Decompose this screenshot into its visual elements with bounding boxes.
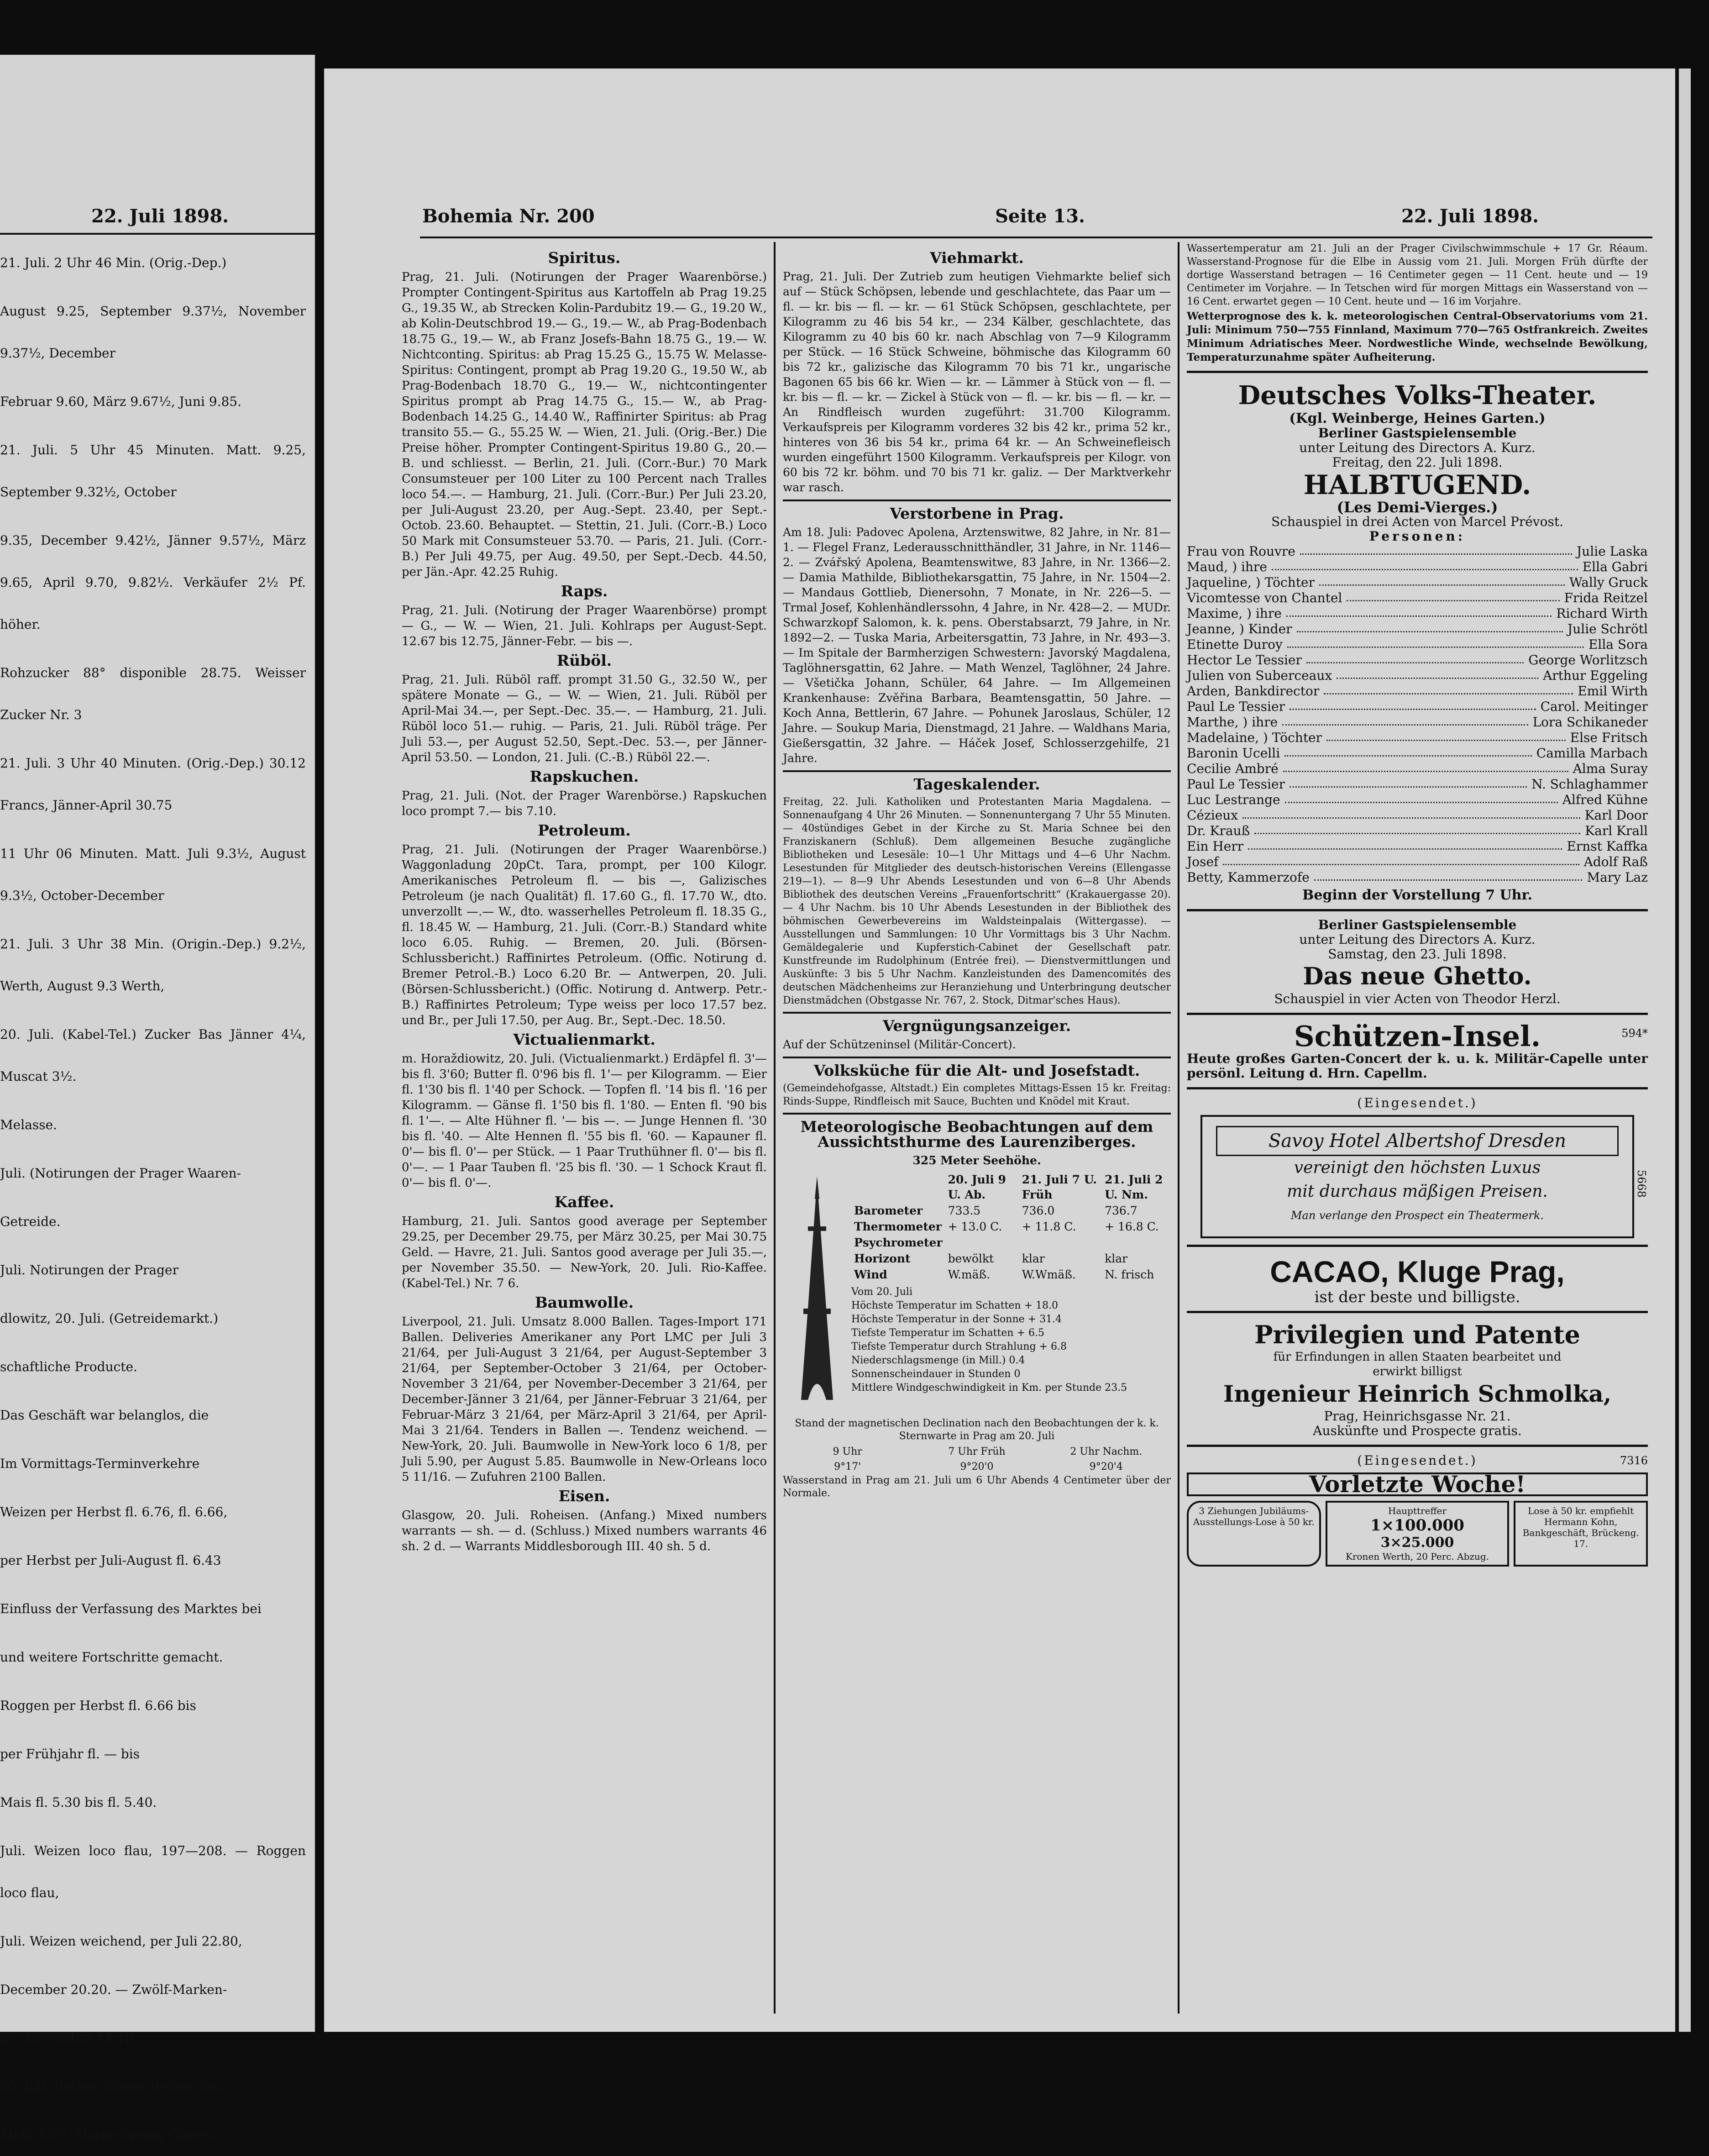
market-section-title: Petroleum. <box>538 821 631 839</box>
meteorology-cell: + 11.8 C. <box>1022 1220 1076 1233</box>
declination-value: 9°20'4 <box>1089 1461 1123 1472</box>
section-rule <box>783 1113 1171 1115</box>
cast-row <box>1187 823 1648 839</box>
market-section-title: Eisen. <box>558 1487 610 1505</box>
cast-leader-dots <box>1286 606 1552 617</box>
lottery-main-note: Kronen Werth, 20 Perc. Abzug. <box>1346 1551 1489 1562</box>
play2-title: Das neue Ghetto. <box>1303 962 1532 990</box>
left-page-line: Mehl 3.55 (Marke Spring Clares). <box>0 2127 220 2142</box>
cast-actor: Ernst Kaffka <box>1567 839 1648 854</box>
meteorology-cell <box>1102 1235 1171 1251</box>
meteorology-cell: 736.0 <box>1022 1204 1055 1217</box>
verstorbene-title: Verstorbene in Prag. <box>890 505 1064 522</box>
meteorology-cell: bewölkt <box>948 1252 994 1265</box>
cast-leader-dots <box>1284 746 1532 757</box>
meteorology-cell: Thermometer <box>854 1220 942 1233</box>
ad-rule <box>1187 1245 1648 1247</box>
lottery-ad <box>1187 1501 1648 1567</box>
advertisement-column <box>1187 242 1648 2014</box>
verstorbene-text: Am 18. Juli: Padovec Apolena, Arztenswitwe, 82 Jahre, in Nr. 81—1. — Flegel Franz, Lederausschnitthändler, 31 Jahre, in Nr. 1146—2. — Zvářský Apolena, Beamtenswitwe, 83 Jahre, in Nr. 1366—2. — Damia Mathilde, Bibliothekarsgattin, 75 Jahre, in Nr. 1504—2. — Mandaus Gottlieb, Dienersohn, 7 Monate, in Nr. 226—5. — Trmal Josef, Kohlenhändlerssohn, 4 Jahre, in Nr. 428—2. — MUDr. Schwarzkopf Salomon, k. k. pens. Oberstabsarzt, 79 Jahre, in Nr. 1892—2. — Tuska Maria, Arbeitersgattin, 73 Jahre, in Nr. 493—3. — Im Spitale der Barmherzigen Schwestern: Javorský Magdalena, Taglöhnersgattin, 62 Jahre. — Math Wenzel, Taglöhner, 24 Jahre. — Všetička Johann, Schüler, 64 Jahre. — Im Allgemeinen Krankenhause: Zvěřina Barbara, Beamtensgattin, 50 Jahre. — Koch Anna, Bettlerin, 67 Jahre. — Pohunek Jaroslaus, Schüler, 12 Jahre. — Soukup Maria, Dienstmagd, 21 Jahre. — Waldhans Maria, Gießersgattin, 32 Jahre. — Háček Josef, Schlosserzgehilfe, 21 Jahre. <box>783 526 1171 765</box>
meteorology-header-cell: 21. Juli 2 U. Nm. <box>1105 1173 1163 1201</box>
cast-role: Betty, Kammerzofe <box>1187 870 1310 885</box>
declination-values <box>783 1444 1171 1474</box>
section-rule <box>783 500 1171 501</box>
section-rule <box>783 1057 1171 1058</box>
cast-row <box>1187 544 1648 559</box>
cast-row <box>1187 715 1648 730</box>
ad-rule <box>1187 1311 1648 1313</box>
meteorology-row <box>851 1235 1171 1251</box>
meteorology-row <box>851 1251 1171 1267</box>
left-page-line: Einfluss der Verfassung des Marktes bei <box>0 1601 262 1616</box>
savoy-ad-number: 5668 <box>1635 1170 1648 1198</box>
left-page-line: 21. Juli. 3 Uhr 38 Min. (Origin.-Dep.) 9.2½, Werth, August 9.3 Werth, <box>0 936 306 994</box>
left-page-line: Melasse. <box>0 1117 58 1132</box>
meteorology-cell: Horizont <box>854 1252 911 1265</box>
cast-leader-dots <box>1319 575 1565 586</box>
cast-role: Baronin Ucelli <box>1187 746 1280 761</box>
play-author: Schauspiel in drei Acten von Marcel Prévost. <box>1271 514 1564 529</box>
cast-actor: Alma Suray <box>1573 761 1648 776</box>
cast-leader-dots <box>1347 590 1559 601</box>
tageskalender-title: Tageskalender. <box>913 775 1040 793</box>
cast-actor: Richard Wirth <box>1556 606 1648 621</box>
meteorology-cell: W.mäß. <box>948 1268 991 1281</box>
cast-role: Maud, ) ihre <box>1187 559 1267 574</box>
cast-role: Frau von Rouvre <box>1187 544 1295 559</box>
cast-actor: Ella Gabri <box>1582 559 1648 574</box>
cast-leader-dots <box>1248 839 1562 850</box>
lottery-ad-number: 7316 <box>1620 1454 1648 1467</box>
viehmarkt-title: Viehmarkt. <box>930 249 1024 267</box>
cast-leader-dots <box>1337 668 1538 679</box>
header-date: 22. Juli 1898. <box>1401 205 1539 227</box>
cast-role: Paul Le Tessier <box>1187 699 1285 714</box>
left-page-line: 20. Juli. Rother Winter-Weizen loco <box>0 2079 227 2094</box>
meteorology-extra-line: Höchste Temperatur in der Sonne + 31.4 <box>851 1314 1062 1325</box>
viehmarkt-text: Prag, 21. Juli. Der Zutrieb zum heutigen Viehmarkte belief sich auf — Stück Schöpsen, lebende und geschlachtete, das Paar um — fl. — kr. bis — fl. — kr. — 61 Stück Schöpsen, geschlachtete, per Kilogramm zu 46 bis 54 kr., — 234 Kälber, geschlachtete, das Kilogramm zu 40 bis 60 kr. nach Abschlag von 7—9 Kilogramm per Stück. — 16 Stück Schweine, böhmische das Kilogramm 60 bis 72 kr., galizische das Kilogramm 70 bis 71 kr., ungarische Bagonen 65 bis 66 kr. Wien — kr. — Lämmer à Stück von — fl. — kr. bis — fl. — kr. — Zickel à Stück von — fl. — kr. bis — fl. — kr. — An Rindfleisch wurden zugeführt: 31.700 Kilogramm. Verkaufspreis per Kilogramm vorderes 32 bis 42 kr., prima 52 kr., hinteres von 36 bis 54 kr., prima 64 kr. — An Schweinefleisch wurden eingeführt 1500 Kilogramm. Verkaufspreis per Kilogr. von 60 bis 72 kr. böhm. und 70 bis 71 kr. galiz. — Der Marktverkehr war rasch. <box>783 270 1171 494</box>
page-edge <box>1679 68 1691 2032</box>
declination-value: 7 Uhr Früh <box>948 1446 1006 1457</box>
middle-column <box>783 247 1171 2018</box>
cast-actor: Mary Laz <box>1587 870 1648 885</box>
cast-role: Etinette Duroy <box>1187 637 1283 652</box>
market-section-title: Rüböl. <box>556 652 612 669</box>
meteorology-row <box>851 1219 1171 1235</box>
left-page-line: 9.35, December 9.42½, Jänner 9.57½, März 9.65, April 9.70, 9.82½. Verkäufer 2½ Pf. höher. <box>0 533 306 632</box>
market-section-text: Prag, 21. Juli. (Notirungen der Prager Waarenbörse.) Prompter Contingent-Spiritus aus Kartoffeln ab Prag 19.25 G., 19.35 W., ab Strecken Kolin-Pardubitz 19.— G., 19.20 W., ab Kolin-Deutschbrod 19.— G., 19.— W., ab Prag-Bodenbach 18.75 G., 19.— W., ab Franz Josefs-Bahn 18.75 G., 19.— W. Nichtconting. Spiritus: ab Prag 15.25 G., 15.75 W. Melasse-Spiritus: Contingent, prompt ab Prag 19.20 G., 19.50 W., ab Prag-Bodenbach 18.70 G., 19.— W., nichtcontingenter Spiritus prompt ab Prag 14.75 G., 15.— W., ab Prag-Bodenbach 14.25 G., 14.40 W., Raffinirter Spiritus: ab Prag transito 55.— G., 55.25 W. — Wien, 21. Juli. (Orig.-Ber.) Die Preise höher. Prompter Contingent-Spiritus 19.80 G., 20.— B. und schliesst. — Berlin, 21. Juli. (Corr.-Bur.) 70 Mark Consumsteuer per 100 Liter zu 100 Percent nach Tralles loco 54.—. — Hamburg, 21. Juli. (Corr.-Bur.) Per Juli 23.20, per Juli-August 23.20, per Aug.-Sept. 23.40, per Sept.-Octob. 23.60. Behauptet. — Stettin, 21. Juli. (Corr.-B.) Loco 50 Mark mit Consumsteuer 53.70. — Paris, 21. Juli. (Corr.-B.) Per Juli 49.75, per Aug. 49.50, per Sept.-Decb. 44.50, per Jän.-Apr. 42.25 Ruhig. <box>402 270 767 579</box>
left-page-line: Februar 9.60, März 9.67½, Juni 9.85. <box>0 394 242 409</box>
cast-leader-dots <box>1283 761 1568 772</box>
cast-row <box>1187 699 1648 715</box>
schuetzen-insel-title: Schützen-Insel. <box>1294 1020 1541 1053</box>
cast-actor: Karl Krall <box>1585 823 1648 838</box>
left-page-line: 21. Juli. 2 Uhr 46 Min. (Orig.-Dep.) <box>0 255 227 270</box>
left-page-line: December 20.20. — Zwölf-Marken- <box>0 1982 227 1997</box>
meteorology-cell: 736.7 <box>1105 1204 1138 1217</box>
wasser-temperatur-text: Wassertemperatur am 21. Juli an der Prager Civilschwimmschule + 17 Gr. Réaum. Wasserstand-Prognose für die Elbe in Aussig vom 21. Juli. Morgen Früh dürfte der dortige Wasserstand betragen — 16 Centimeter gegen — 11 Cent. heute und — 19 Centimeter im Vorjahre. — In Tetschen wird für morgen Mittags ein Wasserstand von — 16 Cent. erwartet gegen — 10 Cent. heute und — 16 im Vorjahre. <box>1187 243 1648 307</box>
left-page-line: August 9.25, September 9.37½, November 9.37½, December <box>0 304 306 361</box>
cast-row <box>1187 652 1648 668</box>
meteorology-extra-line: Tiefste Temperatur im Schatten + 6.5 <box>851 1327 1044 1339</box>
market-section-title: Rapskuchen. <box>529 768 639 785</box>
cast-actor: Julie Laska <box>1577 544 1648 559</box>
lottery-main-prize: 1×100.000 <box>1370 1516 1464 1535</box>
cast-actor: Frida Reitzel <box>1564 590 1648 605</box>
meteorology-cell: Wind <box>854 1268 887 1281</box>
left-page-line: Getreide. <box>0 1214 61 1229</box>
left-page-line: 21. Juli. 5 Uhr 45 Minuten. Matt. 9.25, September 9.32½, October <box>0 442 306 500</box>
cast-leader-dots <box>1285 792 1558 803</box>
lottery-main-box <box>1326 1501 1510 1567</box>
cast-row <box>1187 606 1648 621</box>
cast-actor: George Worlitzsch <box>1528 652 1648 668</box>
meteorology-header-cell: 20. Juli 9 U. Ab. <box>948 1173 1006 1201</box>
cacao-title: CACAO, Kluge Prag, <box>1270 1255 1565 1288</box>
cast-role: Marthe, ) ihre <box>1187 715 1278 730</box>
cast-row <box>1187 684 1648 699</box>
cast-list <box>1187 544 1648 885</box>
cast-leader-dots <box>1272 559 1578 570</box>
savoy-line-2: vereinigt den höchsten Luxus <box>1294 1158 1541 1177</box>
header-rule <box>420 237 1652 238</box>
patente-text-3: Auskünfte und Prospecte gratis. <box>1313 1423 1522 1438</box>
savoy-line-3: mit durchaus mäßigen Preisen. <box>1287 1182 1548 1201</box>
play-title: HALBTUGEND. <box>1303 469 1531 500</box>
cast-actor: Camilla Marbach <box>1536 746 1648 761</box>
meteorology-cell: klar <box>1022 1252 1045 1265</box>
performance-start: Beginn der Vorstellung 7 Uhr. <box>1302 887 1532 903</box>
left-page-line: 20. Juli. (Kabel-Tel.) Zucker Bas Jänner 4¼, Muscat 3½. <box>0 1027 306 1084</box>
patente-address: Prag, Heinrichsgasse Nr. 21. <box>1324 1409 1511 1424</box>
cast-actor: N. Schlaghammer <box>1531 777 1648 792</box>
ad-rule <box>1187 1013 1648 1015</box>
theater-ensemble: Berliner Gastspielensemble <box>1318 426 1517 441</box>
ad-rule <box>1187 371 1648 373</box>
meteorology-row <box>851 1267 1171 1283</box>
cast-actor: Alfred Kühne <box>1562 792 1648 807</box>
cast-leader-dots <box>1297 621 1563 632</box>
lottery-main-label: Haupttreffer <box>1388 1505 1447 1516</box>
cast-role: Hector Le Tessier <box>1187 652 1302 668</box>
observation-tower-icon <box>783 1172 851 1413</box>
meteorology-extra-line: Tiefste Temperatur durch Strahlung + 6.8 <box>851 1341 1067 1352</box>
meteorology-cell <box>1019 1235 1102 1251</box>
left-page-line: schaftliche Producte. <box>0 1359 137 1374</box>
market-section-text: Prag, 21. Juli. (Not. der Prager Warenbörse.) Rapskuchen loco prompt 7.— bis 7.10. <box>402 789 767 818</box>
meteorology-extra-line: Vom 20. Juli <box>851 1286 913 1298</box>
meteorology-title: Meteorologische Beobachtungen auf dem Aussichtsthurme des Laurenziberges. <box>800 1118 1153 1151</box>
meteorology-cell <box>945 1235 1019 1251</box>
left-page-line: 21. Juli. 3 Uhr 40 Minuten. (Orig.-Dep.) 30.12 Francs, Jänner-April 30.75 <box>0 756 306 813</box>
vorletzte-woche-banner: Vorletzte Woche! <box>1187 1472 1648 1496</box>
cast-actor: Adolf Raß <box>1583 854 1648 869</box>
meteorology-row <box>851 1203 1171 1219</box>
cast-role: Jeanne, ) Kinder <box>1187 621 1292 636</box>
cast-row <box>1187 792 1648 808</box>
vergnuegungs-title: Vergnügungsanzeiger. <box>882 1017 1071 1035</box>
left-page-line: Mais fl. 5.30 bis fl. 5.40. <box>0 1795 157 1810</box>
market-section-title: Spiritus. <box>548 249 621 267</box>
volkskueche-title: Volksküche für die Alt- und Josefstadt. <box>813 1062 1140 1079</box>
cast-role: Cézieux <box>1187 808 1238 823</box>
meteorology-extra-line: Höchste Temperatur im Schatten + 18.0 <box>851 1300 1059 1311</box>
left-page-line: per Herbst per Juli-August fl. 6.43 <box>0 1553 221 1568</box>
meteorology-cell: W.Wmäß. <box>1022 1268 1076 1281</box>
cast-leader-dots <box>1282 715 1528 726</box>
right-page <box>324 68 1675 2032</box>
cast-row <box>1187 808 1648 823</box>
play-subtitle: (Les Demi-Vierges.) <box>1337 499 1498 516</box>
cast-leader-dots <box>1254 823 1580 834</box>
lottery-left-box: 3 Ziehungen Jubiläums-Ausstellungs-Lose à 50 kr. <box>1187 1501 1321 1567</box>
cacao-subtitle: ist der beste und billigste. <box>1314 1288 1520 1306</box>
meteorology-extra-line: Sonnenscheindauer in Stunden 0 <box>851 1368 1021 1380</box>
wetterprognose-text: Wetterprognose des k. k. meteorologischen Central-Observatoriums vom 21. Juli: Minimum 750—755 Finnland, Maximum 770—765 Ostfrankreich. Zweites Minimum Adriatisches Meer. Nordwestliche Winde, wechselnde Bewölkung, Temperaturzunahme später Aufheiterung. <box>1187 310 1648 363</box>
declination-value: 9 Uhr <box>833 1446 862 1457</box>
ad-rule <box>1187 909 1648 911</box>
cast-leader-dots <box>1306 652 1524 663</box>
meteorology-cell: klar <box>1105 1252 1128 1265</box>
savoy-line-4: Man verlange den Prospect ein Theatermerk. <box>1290 1209 1544 1222</box>
left-header-rule <box>0 233 315 235</box>
meteorology-block <box>783 1172 1171 1413</box>
left-page-line: Juli. Notirungen der Prager <box>0 1262 178 1278</box>
meteorology-height: 325 Meter Seehöhe. <box>912 1154 1041 1167</box>
cast-role: Maxime, ) ihre <box>1187 606 1282 621</box>
cast-actor: Emil Wirth <box>1578 684 1648 699</box>
theater-director: unter Leitung des Directors A. Kurz. <box>1299 440 1536 455</box>
cast-role: Julien von Suberceaux <box>1187 668 1332 683</box>
eingesendet-label-2: (Eingesendet.) <box>1357 1453 1478 1468</box>
header-page-number: Seite 13. <box>995 205 1085 227</box>
cast-row <box>1187 559 1648 575</box>
eingesendet-label: (Eingesendet.) <box>1357 1095 1478 1110</box>
column-rule-1 <box>774 242 776 2014</box>
meteorology-cell: 733.5 <box>948 1204 981 1217</box>
cast-role: Jaqueline, ) Töchter <box>1187 575 1315 590</box>
tageskalender-text: Freitag, 22. Juli. Katholiken und Protestanten Maria Magdalena. — Sonnenaufgang 4 Uhr 26 Minuten. — Sonnenuntergang 7 Uhr 55 Minuten. — 40stündiges Gebet in der Kirche zu St. Maria Schnee bei den Franziskanern (Schluß). Dem allgemeinen Besuche zugängliche Bibliotheken und Lesesäle: 10—1 Uhr Mittags und 4—6 Uhr Nachm. Lesestunden für Mitglieder des deutsch-historischen Vereins (Ellengasse 219—1). — 8—9 Uhr Abends Lesestunden und von 6—8 Uhr Abends Bibliothek des deutschen Vereins „Frauenfortschritt“ (Krakauergasse 20). — 4 Uhr Nachm. bis 10 Uhr Abends Lesestunden in der Bibliothek des böhmischen Gewerbevereins im Waldsteinpalais (Wittergasse). — Ausstellungen und Sammlungen: 10 Uhr Vormittags bis 3 Uhr Nachm. Gemäldegalerie und Kupferstich-Cabinet der Gesellschaft patr. Kunstfreunde im Rudolphinum (Entrée frei). — Dienstvermittlungen und Auskünfte: 3 bis 5 Uhr Nachm. Kanzleistunden des Damencomités des deutschen Mädchenheims zur Heranziehung und Unterbringung deutscher Dienstmädchen (Obstgasse Nr. 767, 2. Stock, Ditmar'sches Haus). <box>783 796 1171 1006</box>
patente-text-2: erwirkt billigst <box>1373 1365 1462 1378</box>
left-page-line: per Frühjahr fl. — bis <box>0 1746 140 1762</box>
cast-leader-dots <box>1314 870 1583 881</box>
left-page-line: Juli. Weizen weichend, per Juli 22.80, <box>0 1934 242 1949</box>
cast-leader-dots <box>1290 777 1527 788</box>
market-section-title: Raps. <box>561 582 608 600</box>
market-section-text: Glasgow, 20. Juli. Roheisen. (Anfang.) Mixed numbers warrants — sh. — d. (Schluss.) Mixed numbers warrants 46 sh. 2 d. — Warrants Middlesborough III. 40 sh. 5 d. <box>402 1509 767 1553</box>
market-section-text: Liverpool, 21. Juli. Umsatz 8.000 Ballen. Tages-Import 171 Ballen. Deliveries Amerikaner any Port LMC per Juli 3 21/64, per Juli-August 3 21/64, per August-September 3 21/64, per September-October 3 21/64, per October-November 3 21/64, per November-December 3 21/64, per December-Jänner 3 21/64, per Jänner-Februar 3 21/64, per Februar-März 3 21/64, per März-April 3 21/64, per April-Mai 3 21/64. Tenders in Ballen —. Tendenz weichend. — New-York, 20. Juli. Baumwolle in New-York loco 6 1/8, per Juli 5.90, per August 5.85. Baumwolle in New-Orleans loco 5 11/16. — Zufuhren 2100 Ballen. <box>402 1315 767 1484</box>
cast-role: Dr. Krauß <box>1187 823 1250 838</box>
cast-row <box>1187 730 1648 746</box>
ad-rule <box>1187 1445 1648 1447</box>
meteorology-header-cell: 21. Juli 7 U. Früh <box>1022 1173 1097 1201</box>
cast-role: Vicomtesse von Chantel <box>1187 590 1342 605</box>
wasserstand-text: Wasserstand in Prag am 21. Juli um 6 Uhr Abends 4 Centimeter über der Normale. <box>783 1475 1171 1499</box>
schuetzen-text: Heute großes Garten-Concert der k. u. k. Militär-Capelle unter persönl. Leitung d. Hrn. Capellm. <box>1187 1051 1648 1081</box>
patente-engineer: Ingenieur Heinrich Schmolka, <box>1223 1380 1612 1407</box>
cast-role: Ein Herr <box>1187 839 1244 854</box>
theater-subtitle: (Kgl. Weinberge, Heines Garten.) <box>1289 410 1546 426</box>
cast-row <box>1187 839 1648 854</box>
cast-role: Madelaine, ) Töchter <box>1187 730 1322 745</box>
column-rule-2 <box>1178 242 1180 2014</box>
market-section-text: m. Horaždiowitz, 20. Juli. (Victualienmarkt.) Erdäpfel fl. 3'— bis fl. 3'60; Butter fl. 0'96 bis fl. 1'— per Kilogramm. — Eier fl. 1'30 bis fl. 1'40 per Schock. — Topfen fl. '14 bis fl. '16 per Kilogramm. — Gänse fl. 1'50 bis fl. 1'80. — Enten fl. '90 bis fl. 1'—. — Alte Hühner fl. '— bis —. — Junge Hennen fl. '30 bis fl. '40. — Alte Hennen fl. '55 bis fl. '60. — Kapauner fl. 0'— bis fl. 0'— per Stück. — 1 Paar Truthühner fl. 0'— bis fl. 0'—. — 1 Paar Tauben fl. '25 bis fl. '30. — 1 Schock Kraut fl. 0'— bis fl. 0'—. <box>402 1052 767 1190</box>
theater-title: Deutsches Volks-Theater. <box>1238 380 1597 410</box>
lottery-right-box: Lose à 50 kr. empfiehlt Hermann Kohn, Bankgeschäft, Brückeng. 17. <box>1514 1501 1648 1567</box>
savoy-hotel-ad <box>1200 1115 1634 1238</box>
declination-text: Stand der magnetischen Declination nach den Beobachtungen der k. k. Sternwarte in Prag am 20. Juli <box>795 1418 1159 1442</box>
meteorology-header-cell <box>851 1172 945 1203</box>
left-page-text <box>0 242 306 2142</box>
left-page-line: Weizen per Herbst fl. 6.76, fl. 6.66, <box>0 1504 228 1520</box>
left-page-line: per December 44.10. <box>0 2030 137 2046</box>
volkskueche-text: (Gemeindehofgasse, Altstadt.) Ein completes Mittags-Essen 15 kr. Freitag: Rinds-Suppe, Rindfleisch mit Sauce, Buchten und Knödel mit Kraut. <box>783 1083 1171 1107</box>
cast-actor: Julie Schrötl <box>1567 621 1648 636</box>
cast-leader-dots <box>1324 684 1573 694</box>
left-page-line: Juli. (Notirungen der Prager Waaren- <box>0 1166 241 1181</box>
left-page-line: Im Vormittags-Terminverkehre <box>0 1456 200 1471</box>
vergnuegungs-text: Auf der Schützeninsel (Militär-Concert). <box>783 1038 1016 1051</box>
market-section-title: Victualienmarkt. <box>513 1031 655 1048</box>
cast-row <box>1187 637 1648 652</box>
cast-role: Cecilie Ambré <box>1187 761 1279 776</box>
schuetzen-ad-number: 594* <box>1621 1027 1648 1040</box>
cast-actor: Arthur Eggeling <box>1543 668 1648 683</box>
cast-row <box>1187 777 1648 792</box>
market-section-title: Kaffee. <box>554 1193 614 1211</box>
cast-actor: Carol. Meitinger <box>1540 699 1648 714</box>
cast-row <box>1187 590 1648 606</box>
savoy-hotel-name: Savoy Hotel Albertshof Dresden <box>1216 1126 1619 1156</box>
meteorology-cell: + 16.8 C. <box>1105 1220 1159 1233</box>
cast-actor: Karl Door <box>1584 808 1648 823</box>
cast-row <box>1187 761 1648 777</box>
market-section-text: Prag, 21. Juli. (Notirungen der Prager Waarenbörse.) Waggonladung 20pCt. Tara, prompt, per 100 Kilogr. Amerikanisches Petroleum fl. — bis —, Galizisches Petroleum (je nach Qualität) fl. 17.60 G., fl. 17.70 W., dto. unverzollt —.— W., dto. wasserhelles Petroleum fl. 18.35 G., fl. 18.45 W. — Hamburg, 21. Juli. (Corr.-B.) Standard white loco 6.05. Ruhig. — Bremen, 20. Juli. (Börsen-Schlussbericht.) Raffinirtes Petroleum. (Offic. Notirung d. Bremer Petrol.-B.) Loco 6.20 Br. — Antwerpen, 20. Juli. (Börsen-Schlussbericht.) (Offic. Notirung d. Antwerp. Petr.-B.) Raffinirtes Petroleum; Type weiss per loco 17.57 bez. und Br., per Juli 17.50, per Aug. Br., Sept.-Dec. 18.50. <box>402 843 767 1027</box>
cast-role: Arden, Bankdirector <box>1187 684 1320 699</box>
left-page-line: Das Geschäft war belanglos, die <box>0 1408 209 1423</box>
section-rule <box>783 1012 1171 1014</box>
left-page-line: Rohzucker 88° disponible 28.75. Weisser Zucker Nr. 3 <box>0 665 306 722</box>
theater2-date: Samstag, den 23. Juli 1898. <box>1328 947 1507 962</box>
cast-actor: Ella Sora <box>1588 637 1648 652</box>
meteorology-cell: + 13.0 C. <box>948 1220 1002 1233</box>
declination-value: 9°17' <box>834 1461 861 1472</box>
cast-actor: Else Fritsch <box>1570 730 1648 745</box>
left-page-line: Juli. Weizen loco flau, 197—208. — Roggen loco flau, <box>0 1843 306 1900</box>
cast-leader-dots <box>1223 854 1579 865</box>
lottery-second-prize: 3×25.000 <box>1380 1535 1454 1551</box>
cast-leader-dots <box>1300 544 1572 555</box>
play2-author: Schauspiel in vier Acten von Theodor Herzl. <box>1274 991 1561 1006</box>
cast-heading: Personen: <box>1369 529 1466 544</box>
ad-rule <box>1187 1087 1648 1089</box>
cast-row <box>1187 746 1648 761</box>
meteorology-extra-line: Niederschlagsmenge (in Mill.) 0.4 <box>851 1355 1025 1366</box>
theater-date: Freitag, den 22. Juli 1898. <box>1332 455 1503 470</box>
left-page-line: und weitere Fortschritte gemacht. <box>0 1650 223 1665</box>
left-page-line: Roggen per Herbst fl. 6.66 bis <box>0 1698 196 1713</box>
section-rule <box>783 770 1171 772</box>
patente-title: Privilegien und Patente <box>1254 1320 1581 1349</box>
cast-row <box>1187 870 1648 885</box>
cast-row <box>1187 854 1648 870</box>
left-page-line: dlowitz, 20. Juli. (Getreidemarkt.) <box>0 1311 219 1326</box>
market-section-text: Prag, 21. Juli. Rüböl raff. prompt 31.50 G., 32.50 W., per spätere Monate — G., — W. — Wien, 21. Juli. Rüböl per April-Mai 34.—, per Sept.-Dec. 35.—. — Hamburg, 21. Juli. Rüböl loco 51.— ruhig. — Paris, 21. Juli. Rüböl träge. Per Juli 53.—, per August 52.50, Sept.-Dec. 53.—, per Jänner-April 53.50. — London, 21. Juli. (C.-B.) Rüböl 22.—. <box>402 673 767 764</box>
market-section-title: Baumwolle. <box>535 1294 634 1311</box>
cast-actor: Wally Gruck <box>1569 575 1648 590</box>
left-page-line: 11 Uhr 06 Minuten. Matt. Juli 9.3½, August 9.3½, October-December <box>0 846 306 903</box>
cast-leader-dots <box>1242 808 1580 819</box>
declination-value: 9°20'0 <box>960 1461 994 1472</box>
theater2-director: unter Leitung des Directors A. Kurz. <box>1299 932 1536 947</box>
cast-row <box>1187 575 1648 590</box>
market-reports-column <box>402 247 767 2018</box>
market-section-text: Prag, 21. Juli. (Notirung der Prager Waarenbörse) prompt — G., — W. — Wien, 21. Juli. Kohlraps per August-Sept. 12.67 bis 12.75, Jänner-Febr. — bis —. <box>402 604 767 648</box>
meteorology-cell: Psychrometer <box>854 1236 943 1249</box>
cast-role: Josef <box>1187 854 1219 869</box>
cast-leader-dots <box>1287 637 1584 648</box>
meteorology-cell: Barometer <box>854 1204 923 1217</box>
theater2-ensemble: Berliner Gastspielensemble <box>1318 917 1517 932</box>
meteorology-cell: N. frisch <box>1105 1268 1154 1281</box>
cast-leader-dots <box>1290 699 1536 710</box>
patente-text-1: für Erfindungen in allen Staaten bearbeitet und <box>1273 1350 1562 1364</box>
left-page-date: 22. Juli 1898. <box>91 205 229 227</box>
cast-leader-dots <box>1326 730 1566 741</box>
meteorology-extra-line: Mittlere Windgeschwindigkeit in Km. per Stunde 23.5 <box>851 1382 1127 1394</box>
meteorology-table <box>851 1172 1171 1283</box>
cast-row <box>1187 668 1648 684</box>
market-section-text: Hamburg, 21. Juli. Santos good average per September 29.25, per December 29.75, per März 30.25, per Mai 30.75 Geld. — Havre, 21. Juli. Santos good average per Juli 35.—, per November 35.50. — New-York, 20. Juli. Rio-Kaffee. (Kabel-Tel.) Nr. 7 6. <box>402 1215 767 1290</box>
declination-value: 2 Uhr Nachm. <box>1070 1446 1143 1457</box>
cast-role: Luc Lestrange <box>1187 792 1280 807</box>
left-page <box>0 55 315 2142</box>
header-issue: Bohemia Nr. 200 <box>422 205 595 227</box>
cast-role: Paul Le Tessier <box>1187 777 1285 792</box>
cast-row <box>1187 621 1648 637</box>
cast-actor: Lora Schikaneder <box>1532 715 1648 730</box>
